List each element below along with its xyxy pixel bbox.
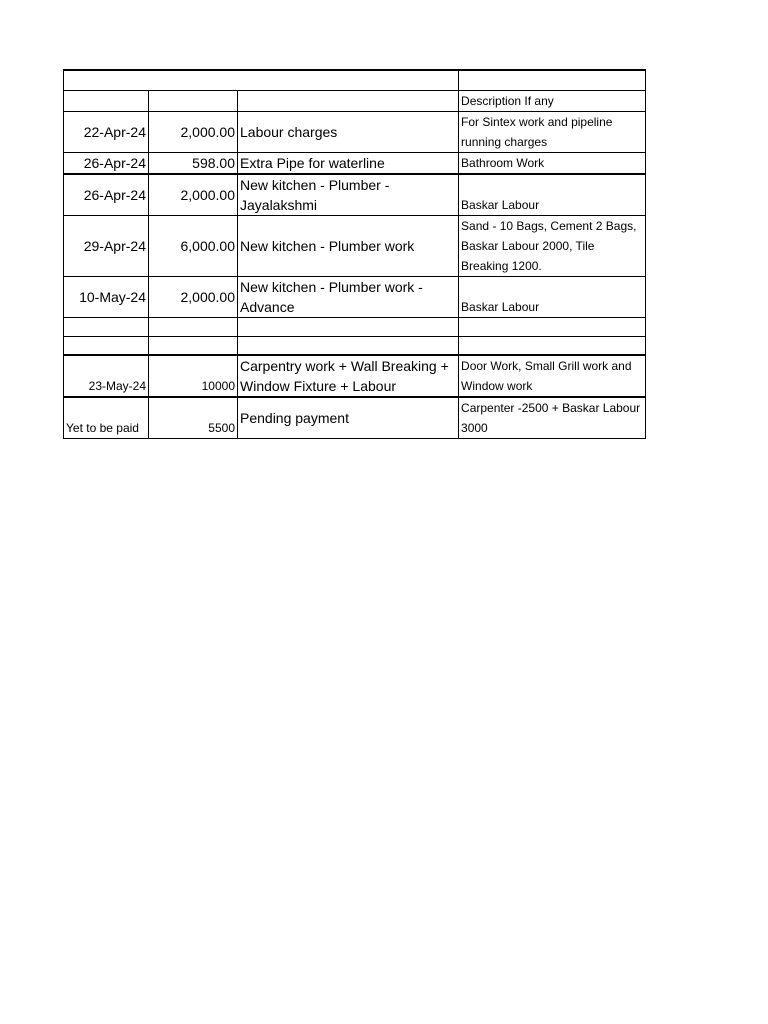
header-row (64, 90, 646, 111)
empty-cell[interactable] (459, 70, 646, 90)
empty-row (64, 317, 646, 336)
date-cell[interactable]: 26-Apr-24 (64, 174, 149, 216)
date-cell[interactable]: 10-May-24 (64, 276, 149, 317)
date-cell[interactable]: 23-May-24 (64, 355, 149, 397)
description-cell[interactable]: Sand - 10 Bags, Cement 2 Bags, Baskar Labour 2000, Tile Breaking 1200. (459, 215, 646, 276)
amount-cell[interactable]: 10000 (149, 355, 238, 397)
title-row (64, 70, 646, 90)
empty-cell[interactable] (459, 336, 646, 355)
item-cell[interactable]: New kitchen - Plumber - Jayalakshmi (238, 174, 459, 216)
empty-cell[interactable] (238, 90, 459, 111)
amount-cell[interactable]: 2,000.00 (149, 174, 238, 216)
empty-cell[interactable] (149, 317, 238, 336)
empty-cell[interactable] (64, 336, 149, 355)
empty-cell[interactable] (64, 317, 149, 336)
description-cell[interactable]: For Sintex work and pipeline running charges (459, 111, 646, 152)
date-cell[interactable]: 29-Apr-24 (64, 215, 149, 276)
description-header[interactable]: Description If any (459, 90, 646, 111)
amount-cell[interactable]: 2,000.00 (149, 111, 238, 152)
title-cell[interactable] (64, 70, 459, 90)
empty-row (64, 336, 646, 355)
empty-cell[interactable] (238, 317, 459, 336)
amount-cell[interactable]: 6,000.00 (149, 215, 238, 276)
description-cell[interactable]: Door Work, Small Grill work and Window work (459, 355, 646, 397)
date-cell[interactable]: Yet to be paid (64, 397, 149, 439)
description-cell[interactable]: Bathroom Work (459, 152, 646, 174)
amount-cell[interactable]: 5500 (149, 397, 238, 439)
empty-cell[interactable] (149, 90, 238, 111)
table-row (64, 276, 646, 317)
table-row (64, 397, 646, 439)
description-cell[interactable]: Baskar Labour (459, 276, 646, 317)
table-row (64, 355, 646, 397)
table-row (64, 111, 646, 152)
amount-cell[interactable]: 598.00 (149, 152, 238, 174)
table-row (64, 152, 646, 174)
description-cell[interactable]: Baskar Labour (459, 174, 646, 216)
item-cell[interactable]: Extra Pipe for waterline (238, 152, 459, 174)
amount-cell[interactable]: 2,000.00 (149, 276, 238, 317)
empty-cell[interactable] (149, 336, 238, 355)
item-cell[interactable]: Labour charges (238, 111, 459, 152)
table-row (64, 215, 646, 276)
table-row (64, 174, 646, 216)
description-cell[interactable]: Carpenter -2500 + Baskar Labour 3000 (459, 397, 646, 439)
empty-cell[interactable] (238, 336, 459, 355)
date-cell[interactable]: 22-Apr-24 (64, 111, 149, 152)
date-cell[interactable]: 26-Apr-24 (64, 152, 149, 174)
empty-cell[interactable] (64, 90, 149, 111)
expense-sheet (63, 69, 646, 439)
item-cell[interactable]: New kitchen - Plumber work - Advance (238, 276, 459, 317)
item-cell[interactable]: Carpentry work + Wall Breaking + Window Fixture + Labour (238, 355, 459, 397)
item-cell[interactable]: Pending payment (238, 397, 459, 439)
item-cell[interactable]: New kitchen - Plumber work (238, 215, 459, 276)
empty-cell[interactable] (459, 317, 646, 336)
